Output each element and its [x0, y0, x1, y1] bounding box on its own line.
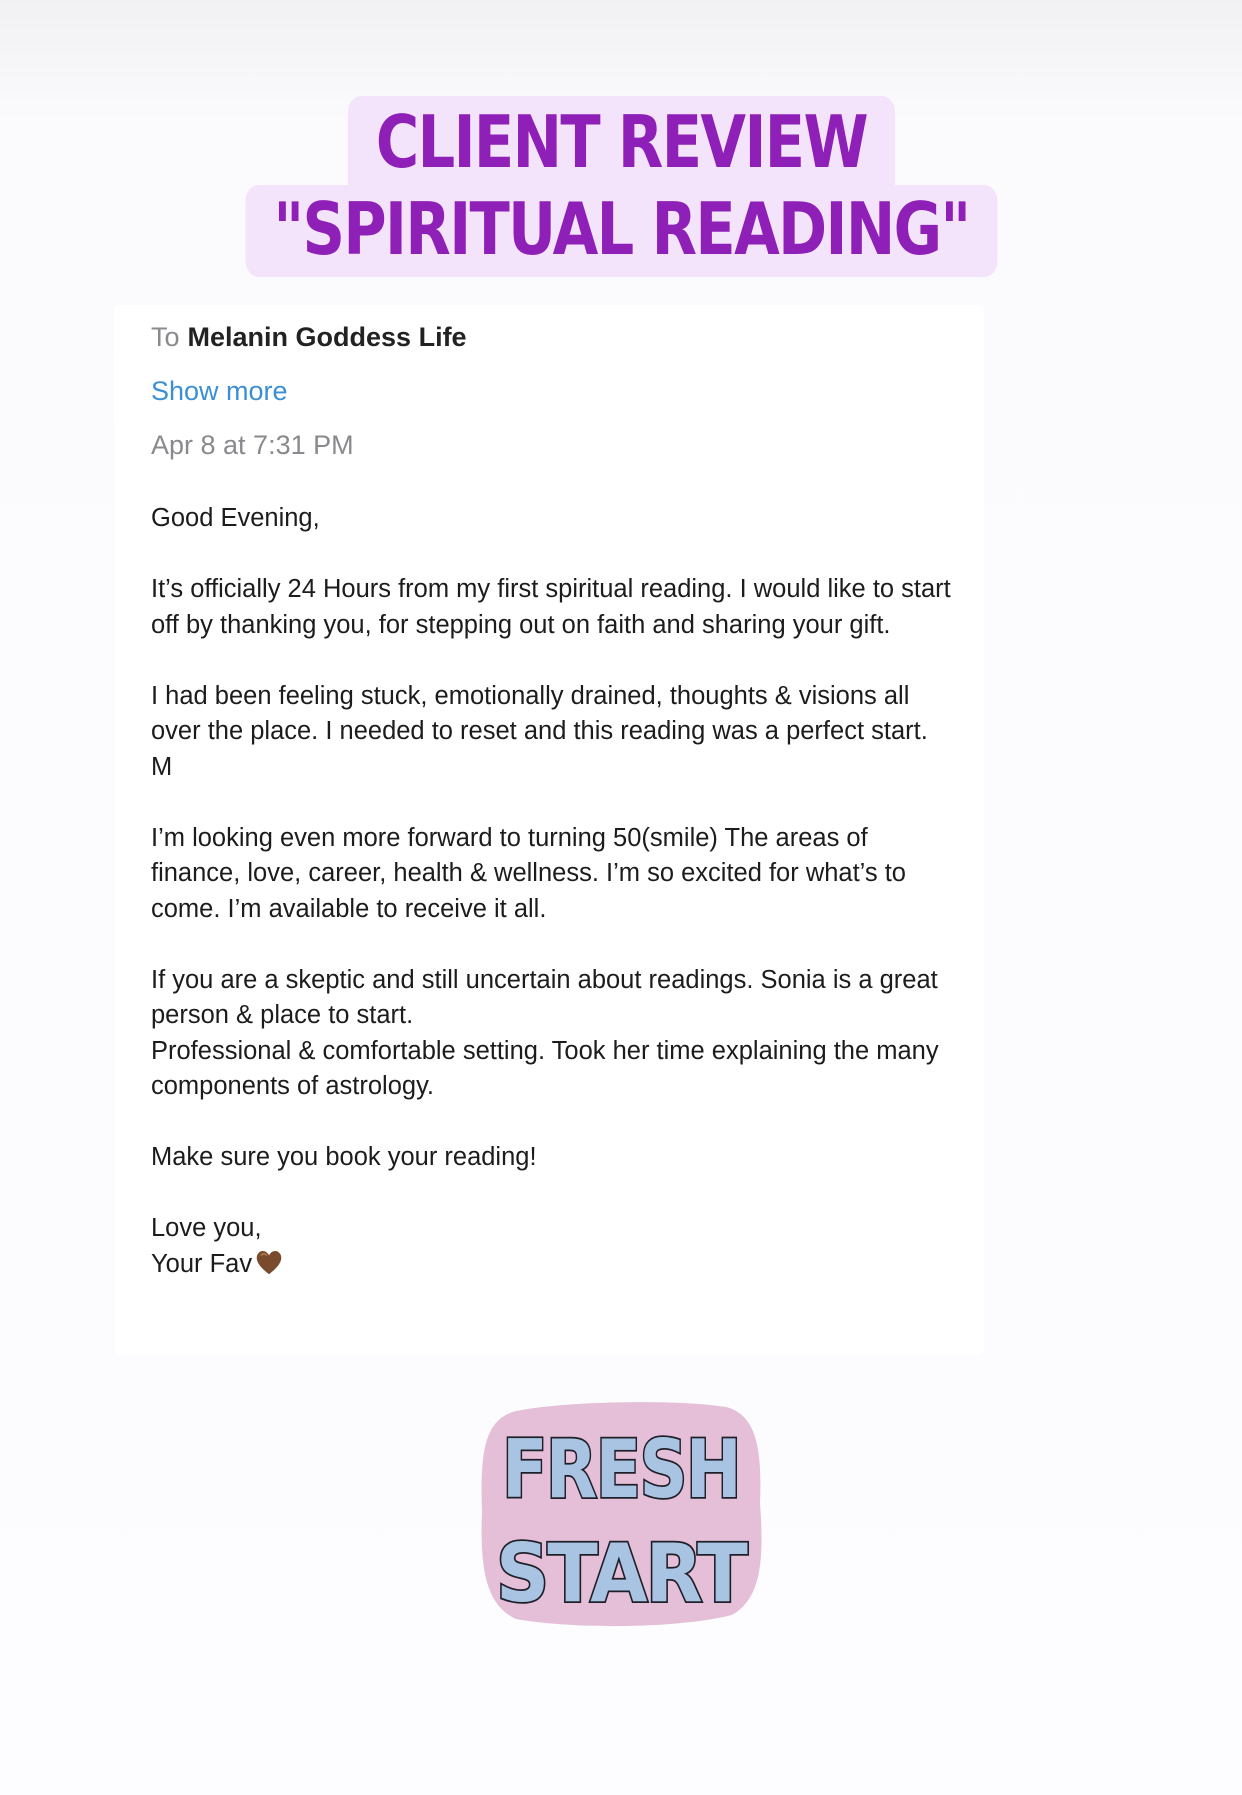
review-title — [0, 96, 1242, 277]
closing: Love you, — [151, 1214, 262, 1242]
body-paragraph: If you are a skeptic and still uncertain about readings. Sonia is a great person & place to start. — [151, 965, 938, 1029]
sticker-line-1: FRESH — [502, 1423, 740, 1516]
email-body — [151, 501, 951, 1282]
body-paragraph: I had been feeling stuck, emotionally drained, thoughts & visions all over the place. I needed to reset and this reading was a perfect start. M — [151, 681, 928, 781]
fresh-start-sticker — [476, 1393, 766, 1633]
to-label: To — [151, 322, 180, 352]
body-paragraph: Professional & comfortable setting. Took her time explaining the many components of astrology. — [151, 1036, 939, 1100]
email-header — [151, 319, 971, 463]
brown-heart-icon — [254, 1247, 284, 1277]
title-line-2: "SPIRITUAL READING" — [245, 185, 997, 277]
greeting: Good Evening, — [151, 504, 320, 532]
signature-line — [151, 1247, 951, 1283]
body-paragraph: Make sure you book your reading! — [151, 1143, 537, 1171]
show-more-link[interactable]: Show more — [151, 376, 288, 406]
recipient-name[interactable]: Melanin Goddess Life — [187, 322, 467, 352]
sticker-line-2: START — [496, 1527, 749, 1620]
title-row-1 — [0, 96, 1242, 186]
body-paragraph: It’s officially 24 Hours from my first spiritual reading. I would like to start off by thanking you, for stepping out on faith and sharing your gift. — [151, 575, 951, 639]
recipient-line — [151, 319, 971, 355]
body-paragraph: I’m looking even more forward to turning 50(smile) The areas of finance, love, career, health & wellness. I’m so excited for what’s to come. I’m available to receive it all. — [151, 823, 906, 923]
title-line-1: CLIENT REVIEW — [348, 96, 895, 186]
signature: Your Fav — [151, 1249, 253, 1278]
email-date: Apr 8 at 7:31 PM — [151, 430, 354, 460]
email-card — [114, 305, 984, 1355]
title-row-2 — [0, 186, 1242, 277]
